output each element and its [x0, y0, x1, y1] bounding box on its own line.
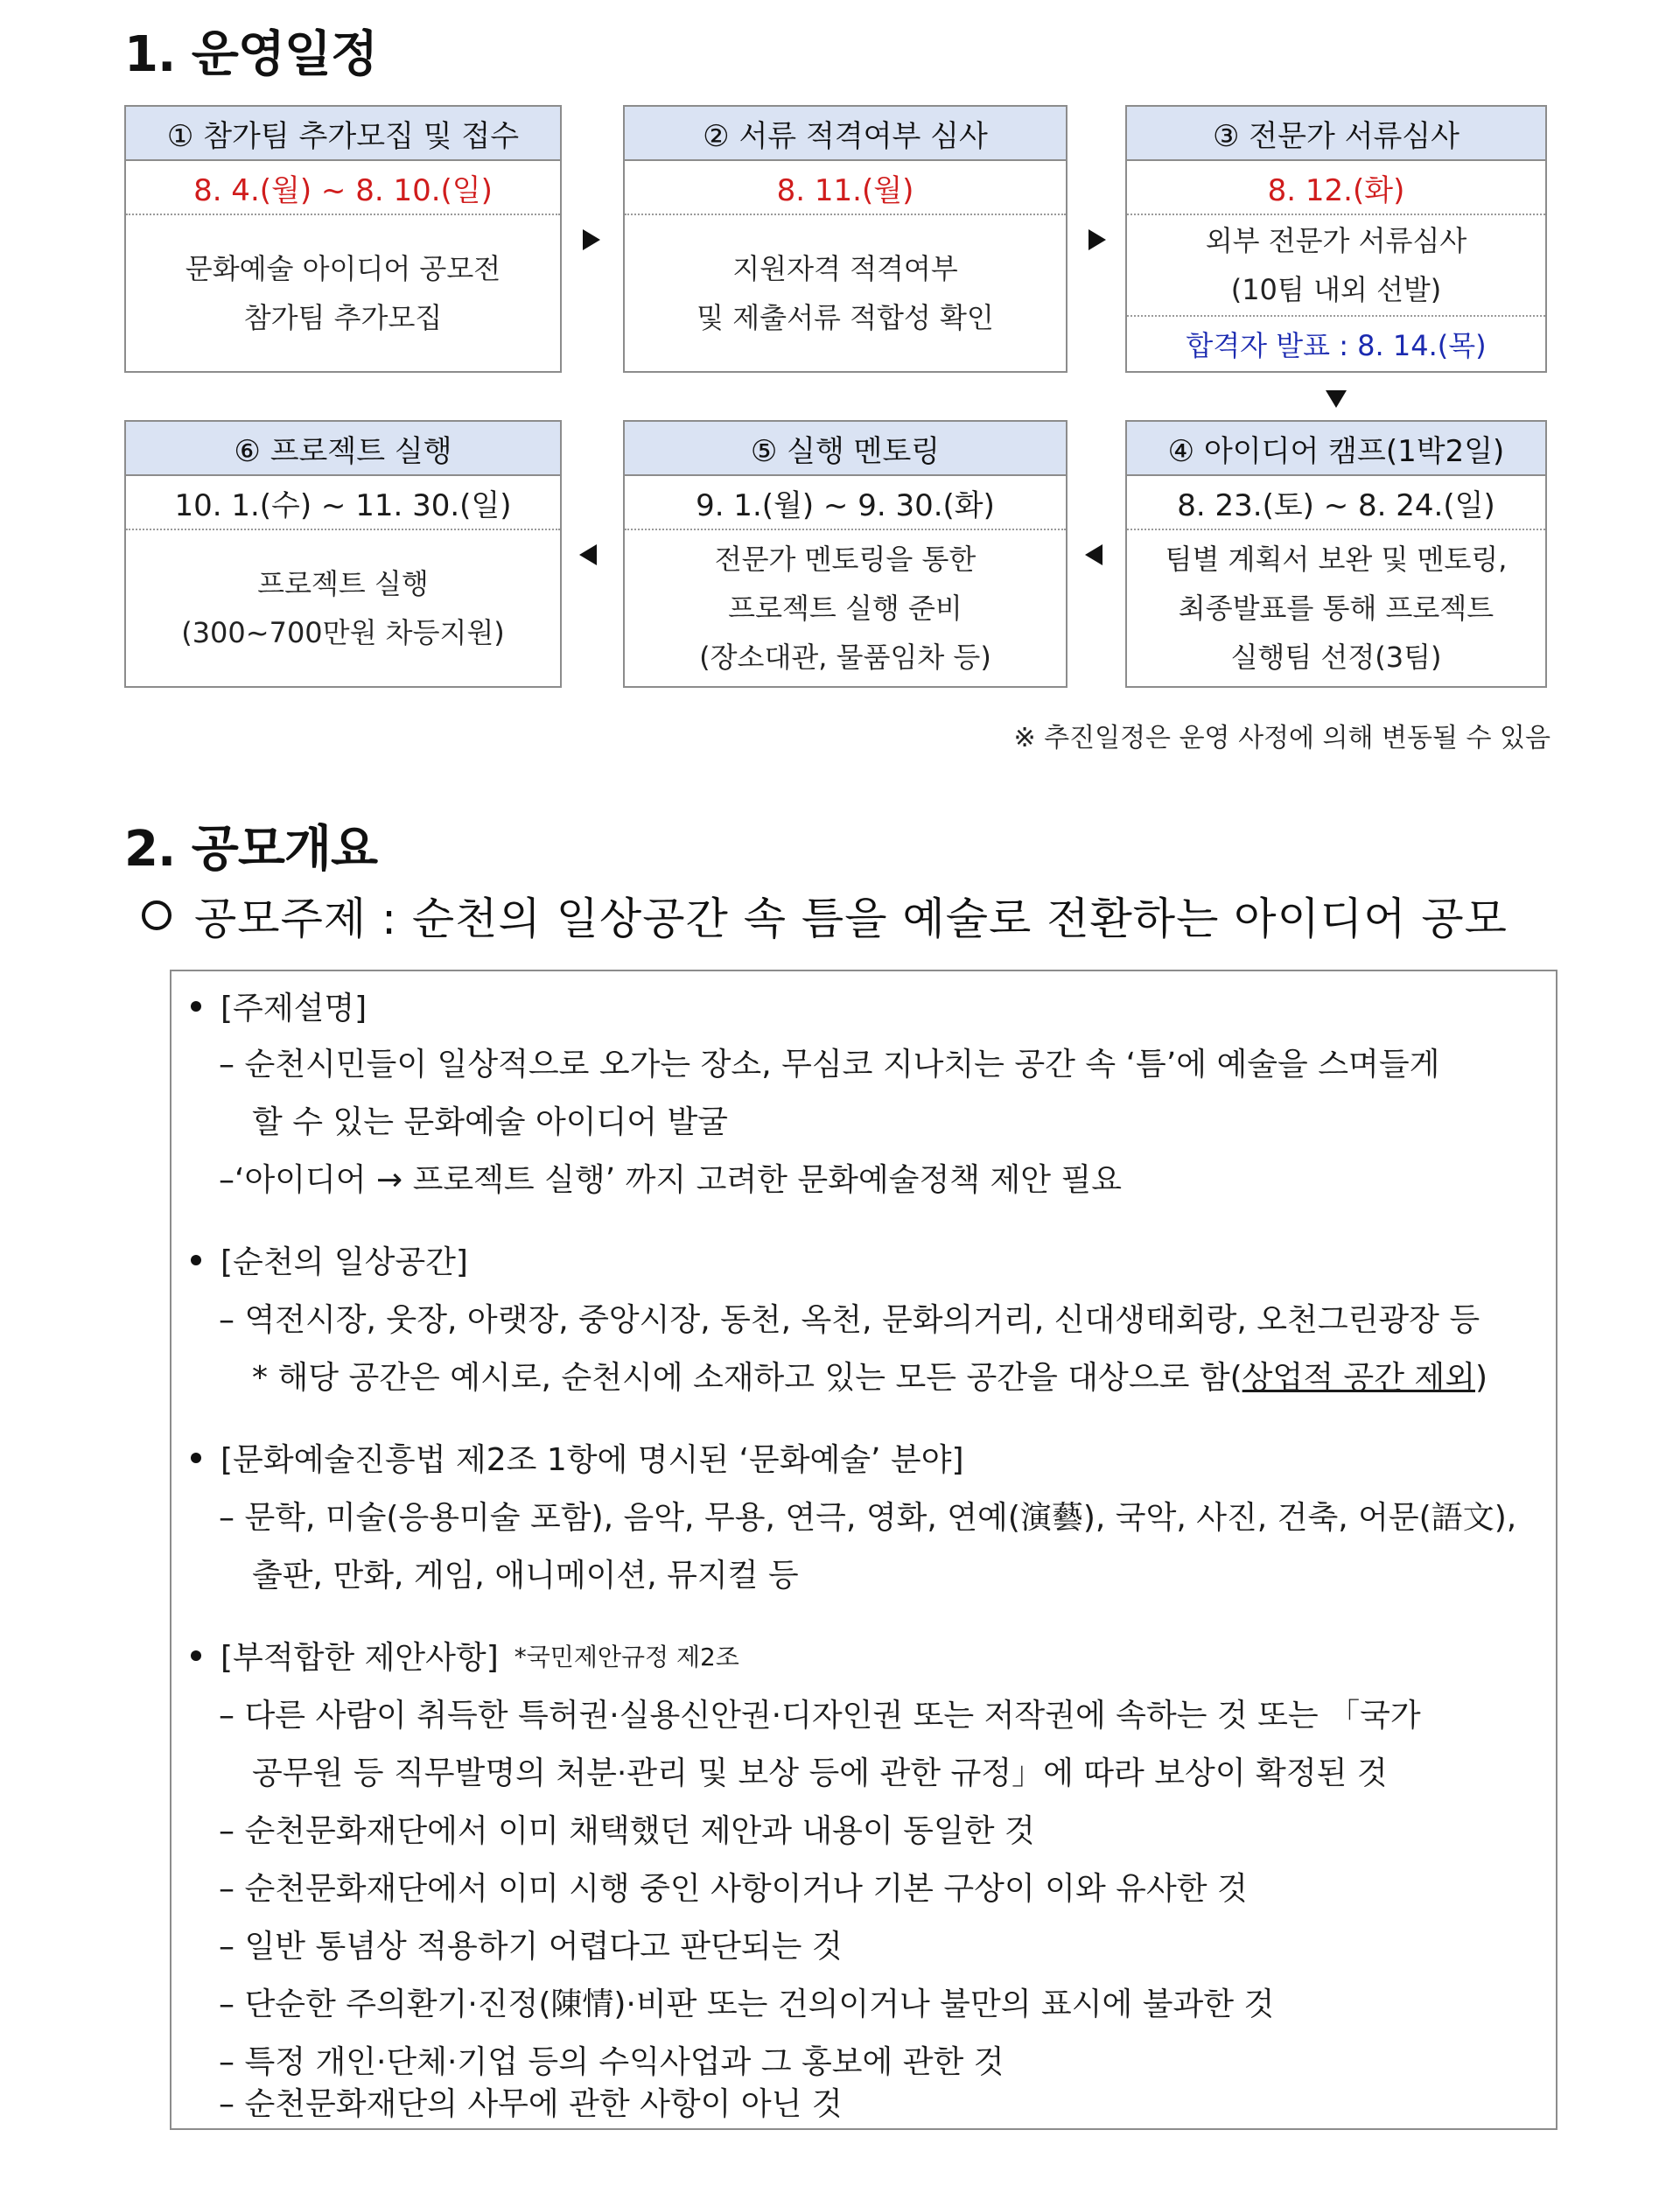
- spaces-line: – 역전시장, 웃장, 아랫장, 중앙시장, 동천, 옥천, 문화의거리, 신대생태회랑, 오천그린광장 등: [219, 1302, 1480, 1338]
- bullet-dot-icon: [191, 1453, 201, 1463]
- unsuitable-line: – 순천문화재단에서 이미 채택했던 제안과 내용이 동일한 것: [219, 1813, 1035, 1849]
- step-5-body-line: (장소대관, 물품임차 등): [699, 641, 991, 674]
- contest-subject-text: 공모주제 : 순천의 일상공간 속 틈을 예술로 전환하는 아이디어 공모: [194, 893, 1508, 944]
- step-1-body: [126, 215, 560, 371]
- step-4-body-line: 최종발표를 통해 프로젝트: [1178, 592, 1494, 625]
- arrow-right-icon: [1088, 229, 1106, 250]
- step-6-body: [126, 530, 560, 686]
- step-5-body-line: 전문가 멘토링을 통한: [714, 543, 976, 576]
- section-2-title: 2. 공모개요: [124, 821, 378, 878]
- step-3-title: ③ 전문가 서류심사: [1127, 107, 1545, 161]
- bullet-dot-icon: [191, 1001, 201, 1012]
- step-2-title: ② 서류 적격여부 심사: [625, 107, 1066, 161]
- theme-line: – 순천시민들이 일상적으로 오가는 장소, 무심코 지나치는 공간 속 ‘틈’에 예술을 스며들게: [219, 1047, 1440, 1082]
- fields-heading: [191, 1435, 964, 1480]
- step-3-body-line: 외부 전문가 서류심사: [1205, 224, 1467, 257]
- spaces-heading-text: [순천의 일상공간]: [220, 1244, 468, 1280]
- step-1-body-line: 문화예술 아이디어 공모전: [185, 252, 501, 285]
- spaces-note-underlined: 상업적 공간 제외: [1242, 1360, 1475, 1396]
- step-6-box: [124, 420, 562, 688]
- unsuitable-line: – 단순한 주의환기·진정(陳情)·비판 또는 건의이거나 불만의 표시에 불과한 것: [219, 1986, 1275, 2022]
- theme-line: 할 수 있는 문화예술 아이디어 발굴: [252, 1104, 729, 1140]
- step-3-result-note: 합격자 발표 : 8. 14.(목): [1186, 329, 1487, 362]
- step-3-box: [1125, 105, 1547, 373]
- step-2-body-line: 지원자격 적격여부: [732, 252, 958, 285]
- step-5-body-line: 프로젝트 실행 준비: [728, 592, 962, 625]
- theme-heading: [191, 984, 367, 1028]
- step-1-title: ① 참가팀 추가모집 및 접수: [126, 107, 560, 161]
- arrow-right-icon: [583, 229, 600, 250]
- unsuitable-line: – 순천문화재단에서 이미 시행 중인 사항이거나 기본 구상이 이와 유사한 것: [219, 1871, 1248, 1907]
- step-1-date: 8. 4.(월) ~ 8. 10.(일): [126, 161, 560, 215]
- step-1-body-line: 참가팀 추가모집: [243, 301, 443, 334]
- step-4-body-line: 실행팀 선정(3팀): [1230, 641, 1442, 674]
- spaces-heading: [191, 1237, 468, 1282]
- step-2-body-line: 및 제출서류 적합성 확인: [696, 301, 994, 334]
- fields-line: 출판, 만화, 게임, 애니메이션, 뮤지컬 등: [252, 1558, 799, 1594]
- step-6-body-line: (300~700만원 차등지원): [181, 616, 505, 649]
- step-6-body-line: 프로젝트 실행: [257, 567, 429, 600]
- spaces-note-suffix: ): [1474, 1360, 1488, 1396]
- step-2-date: 8. 11.(월): [625, 161, 1066, 215]
- step-3-date: 8. 12.(화): [1127, 161, 1545, 215]
- contest-subject: [142, 884, 1508, 947]
- step-5-date: 9. 1.(월) ~ 9. 30.(화): [625, 476, 1066, 530]
- bullet-dot-icon: [191, 1255, 201, 1265]
- step-5-title: ⑤ 실행 멘토링: [625, 422, 1066, 476]
- step-5-body: [625, 530, 1066, 686]
- step-2-box: [623, 105, 1068, 373]
- arrow-left-icon: [1085, 544, 1102, 565]
- step-4-box: [1125, 420, 1547, 688]
- unsuitable-heading-note: *국민제안규정 제2조: [514, 1642, 739, 1671]
- theme-heading-text: [주제설명]: [220, 991, 368, 1026]
- step-4-body: [1127, 530, 1545, 686]
- step-4-body-line: 팀별 계획서 보완 및 멘토링,: [1165, 543, 1508, 576]
- unsuitable-heading-text: [부적합한 제안사항]: [220, 1640, 499, 1676]
- step-4-date: 8. 23.(토) ~ 8. 24.(일): [1127, 476, 1545, 530]
- bullet-dot-icon: [191, 1650, 201, 1661]
- contest-detail-box: [170, 970, 1558, 2130]
- step-6-title: ⑥ 프로젝트 실행: [126, 422, 560, 476]
- unsuitable-line: – 일반 통념상 적용하기 어렵다고 판단되는 것: [219, 1929, 843, 1965]
- circle-bullet-icon: [142, 900, 172, 930]
- section-1-title: 1. 운영일정: [124, 26, 378, 83]
- step-3-body-line: (10팀 내외 선발): [1230, 273, 1442, 306]
- fields-heading-text: [문화예술진흥법 제2조 1항에 명시된 ‘문화예술’ 분야]: [220, 1442, 964, 1478]
- fields-line: – 문학, 미술(응용미술 포함), 음악, 무용, 연극, 영화, 연예(演藝), 국악, 사진, 건축, 어문(語文),: [219, 1500, 1517, 1536]
- unsuitable-line: – 특정 개인·단체·기업 등의 수익사업과 그 홍보에 관한 것: [219, 2044, 1004, 2080]
- arrow-left-icon: [579, 544, 597, 565]
- step-5-box: [623, 420, 1068, 688]
- unsuitable-heading: [191, 1633, 739, 1678]
- unsuitable-line: 공무원 등 직무발명의 처분·관리 및 보상 등에 관한 규정」에 따라 보상이 확정된 것: [252, 1755, 1388, 1791]
- step-6-date: 10. 1.(수) ~ 11. 30.(일): [126, 476, 560, 530]
- step-2-body: [625, 215, 1066, 371]
- step-3-body: [1127, 215, 1545, 317]
- spaces-note-line: [252, 1353, 1488, 1398]
- step-1-box: [124, 105, 562, 373]
- arrow-down-icon: [1326, 390, 1347, 408]
- unsuitable-line: – 순천문화재단의 사무에 관한 사항이 아닌 것: [219, 2086, 843, 2122]
- theme-line: –‘아이디어 → 프로젝트 실행’ 까지 고려한 문화예술정책 제안 필요: [219, 1162, 1122, 1198]
- spaces-note-prefix: * 해당 공간은 예시로, 순천시에 소재하고 있는 모든 공간을 대상으로 함(: [252, 1360, 1242, 1396]
- schedule-footnote: ※ 추진일정은 운영 사정에 의해 변동될 수 있음: [1013, 723, 1550, 753]
- unsuitable-line: – 다른 사람이 취득한 특허권·실용신안권·디자인권 또는 저작권에 속하는 것 또는 「국가: [219, 1698, 1421, 1734]
- step-4-title: ④ 아이디어 캠프(1박2일): [1127, 422, 1545, 476]
